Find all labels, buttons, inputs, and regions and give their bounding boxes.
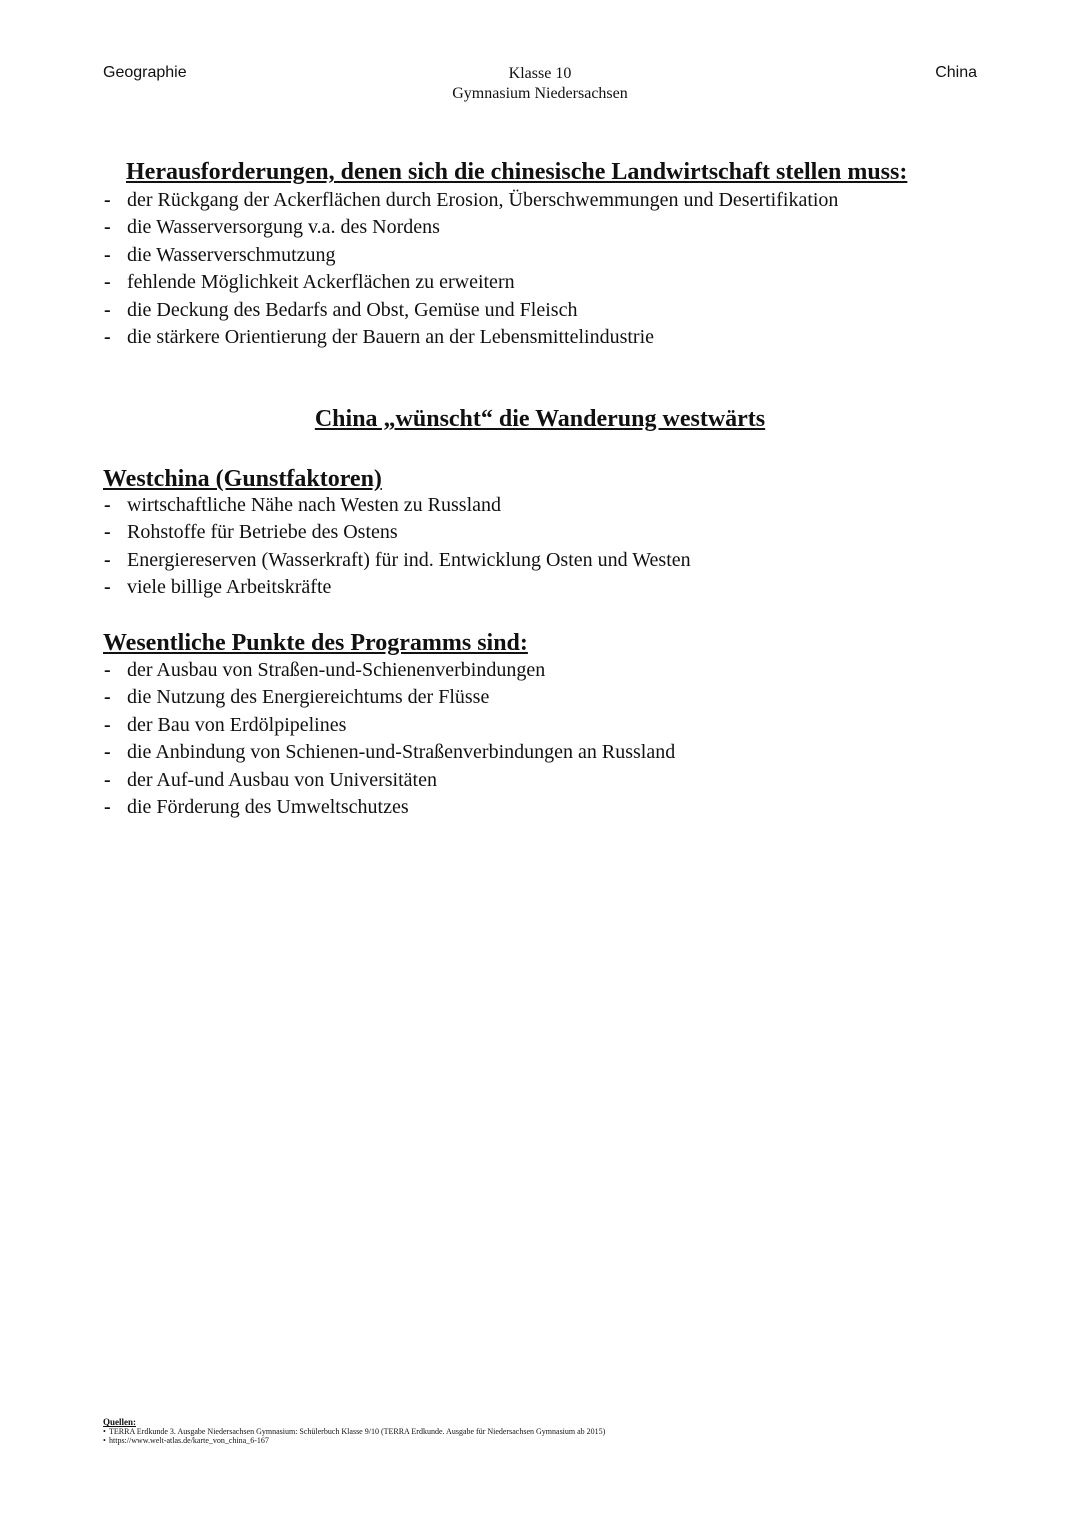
list-item: - die Wasserversorgung v.a. des Nordens (103, 214, 838, 241)
list-item: - der Auf-und Ausbau von Universitäten (103, 767, 675, 794)
list-item: - die Wasserverschmutzung (103, 242, 838, 269)
list-item: - der Bau von Erdölpipelines (103, 712, 675, 739)
list-item: - fehlende Möglichkeit Ackerflächen zu erweitern (103, 269, 838, 296)
list-item: - die Förderung des Umweltschutzes (103, 794, 675, 821)
sources-block (103, 1418, 605, 1445)
heading-westward-migration: China „wünscht“ die Wanderung westwärts (314, 406, 766, 432)
list-item: - wirtschaftliche Nähe nach Westen zu Russland (103, 492, 691, 519)
list-challenges (103, 187, 838, 351)
header-school: Gymnasium Niedersachsen (452, 85, 628, 102)
list-item: - die Anbindung von Schienen-und-Straßenverbindungen an Russland (103, 739, 675, 766)
header-subject: Geographie (103, 64, 187, 81)
header-topic: China (935, 64, 977, 81)
list-item: - der Ausbau von Straßen-und-Schienenverbindungen (103, 657, 675, 684)
header-center (0, 64, 1080, 104)
heading-west-china: Westchina (Gunstfaktoren) (103, 466, 382, 492)
source-item: • https://www.welt-atlas.de/karte_von_china_6-167 (103, 1436, 605, 1445)
list-item: - der Rückgang der Ackerflächen durch Erosion, Überschwemmungen und Desertifikation (103, 187, 838, 214)
sources-list (103, 1427, 605, 1445)
source-item: • TERRA Erdkunde 3. Ausgabe Niedersachsen Gymnasium: Schülerbuch Klasse 9/10 (TERRA Erdkunde. Ausgabe für Niedersachsen Gymnasium ab 2015) (103, 1427, 605, 1436)
list-item: - viele billige Arbeitskräfte (103, 574, 691, 601)
list-item: - Energiereserven (Wasserkraft) für ind. Entwicklung Osten und Westen (103, 547, 691, 574)
list-item: - die Deckung des Bedarfs and Obst, Gemüse und Fleisch (103, 297, 838, 324)
heading-challenges: Herausforderungen, denen sich die chinesische Landwirtschaft stellen muss: (126, 159, 908, 185)
list-item: - die Nutzung des Energiereichtums der Flüsse (103, 684, 675, 711)
header-class: Klasse 10 (508, 65, 572, 82)
list-item: - Rohstoffe für Betriebe des Ostens (103, 519, 691, 546)
sources-title: Quellen: (103, 1417, 136, 1427)
list-program-points (103, 657, 675, 821)
list-west-china (103, 492, 691, 602)
list-item: - die stärkere Orientierung der Bauern an der Lebensmittelindustrie (103, 324, 838, 351)
heading-program-points: Wesentliche Punkte des Programms sind: (103, 630, 528, 656)
